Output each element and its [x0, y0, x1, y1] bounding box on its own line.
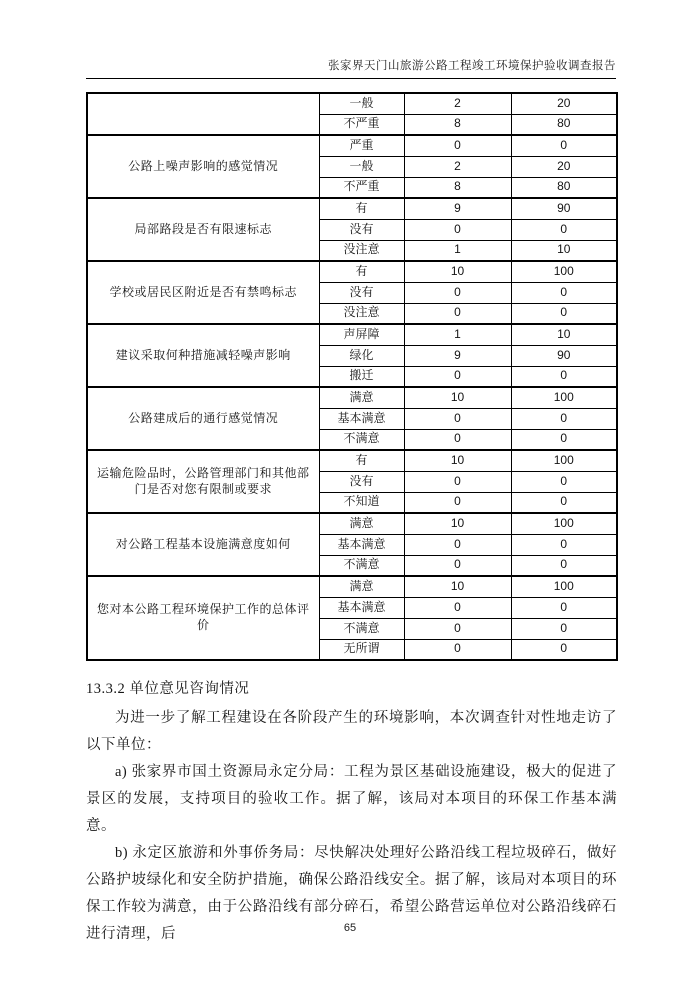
percent-cell: 100	[511, 513, 617, 534]
page-number: 65	[343, 922, 357, 934]
count-cell: 0	[404, 555, 511, 576]
count-cell: 0	[404, 471, 511, 492]
percent-cell: 20	[511, 156, 617, 177]
count-cell: 0	[404, 366, 511, 387]
option-cell: 满意	[319, 513, 404, 534]
count-cell: 0	[404, 618, 511, 639]
percent-cell: 0	[511, 366, 617, 387]
option-cell: 基本满意	[319, 408, 404, 429]
option-cell: 没有	[319, 219, 404, 240]
percent-cell: 10	[511, 324, 617, 345]
table-row	[87, 198, 617, 219]
count-cell: 0	[404, 429, 511, 450]
option-cell: 无所谓	[319, 639, 404, 660]
question-cell: 建议采取何种措施减轻噪声影响	[87, 324, 319, 387]
option-cell: 一般	[319, 93, 404, 114]
table-row	[87, 93, 617, 114]
count-cell: 10	[404, 450, 511, 471]
option-cell: 满意	[319, 576, 404, 597]
percent-cell: 0	[511, 639, 617, 660]
option-cell: 没有	[319, 471, 404, 492]
option-cell: 绿化	[319, 345, 404, 366]
option-cell: 有	[319, 261, 404, 282]
percent-cell: 90	[511, 198, 617, 219]
question-cell: 局部路段是否有限速标志	[87, 198, 319, 261]
question-cell: 您对本公路工程环境保护工作的总体评价	[87, 576, 319, 660]
count-cell: 10	[404, 387, 511, 408]
option-cell: 满意	[319, 387, 404, 408]
count-cell: 8	[404, 177, 511, 198]
question-cell: 公路上噪声影响的感觉情况	[87, 135, 319, 198]
percent-cell: 0	[511, 408, 617, 429]
percent-cell: 0	[511, 282, 617, 303]
percent-cell: 0	[511, 303, 617, 324]
percent-cell: 10	[511, 240, 617, 261]
count-cell: 1	[404, 324, 511, 345]
table-row	[87, 387, 617, 408]
section-content	[86, 678, 617, 948]
table-row	[87, 576, 617, 597]
percent-cell: 20	[511, 93, 617, 114]
count-cell: 1	[404, 240, 511, 261]
table-row	[87, 450, 617, 471]
question-cell: 对公路工程基本设施满意度如何	[87, 513, 319, 576]
count-cell: 0	[404, 282, 511, 303]
paragraph-item-a: a) 张家界市国土资源局永定分局：工程为景区基础设施建设，极大的促进了景区的发展，支持项目的验收工作。据了解，该局对本项目的环保工作基本满意。	[86, 764, 617, 834]
option-cell: 没注意	[319, 240, 404, 261]
option-cell: 有	[319, 450, 404, 471]
percent-cell: 90	[511, 345, 617, 366]
option-cell: 不知道	[319, 492, 404, 513]
table-row	[87, 135, 617, 156]
option-cell: 基本满意	[319, 534, 404, 555]
percent-cell: 0	[511, 471, 617, 492]
count-cell: 0	[404, 597, 511, 618]
option-cell: 不严重	[319, 114, 404, 135]
option-cell: 没注意	[319, 303, 404, 324]
section-heading: 13.3.2 单位意见咨询情况	[86, 681, 250, 697]
percent-cell: 100	[511, 450, 617, 471]
running-header-title: 张家界天门山旅游公路工程竣工环境保护验收调查报告	[328, 60, 616, 72]
option-cell: 声屏障	[319, 324, 404, 345]
percent-cell: 0	[511, 534, 617, 555]
survey-results-table	[86, 92, 618, 661]
option-cell: 不满意	[319, 555, 404, 576]
header-rule	[86, 78, 616, 79]
count-cell: 10	[404, 261, 511, 282]
percent-cell: 0	[511, 492, 617, 513]
option-cell: 没有	[319, 282, 404, 303]
option-cell: 不满意	[319, 618, 404, 639]
count-cell: 2	[404, 93, 511, 114]
option-cell: 搬迁	[319, 366, 404, 387]
count-cell: 0	[404, 639, 511, 660]
count-cell: 9	[404, 198, 511, 219]
percent-cell: 100	[511, 261, 617, 282]
count-cell: 0	[404, 303, 511, 324]
percent-cell: 100	[511, 387, 617, 408]
percent-cell: 80	[511, 177, 617, 198]
table-row	[87, 513, 617, 534]
option-cell: 不满意	[319, 429, 404, 450]
paragraph-item-b: b) 永定区旅游和外事侨务局：尽快解决处理好公路沿线工程垃圾碎石，做好公路护坡绿化和安全防护措施，确保公路沿线安全。据了解，该局对本项目的环保工作较为满意，由于公路沿线有部分碎石，希望公路营运单位对公路沿线碎石进行清理，后	[86, 845, 617, 942]
count-cell: 0	[404, 492, 511, 513]
question-cell: 运输危险品时，公路管理部门和其他部门是否对您有限制或要求	[87, 450, 319, 513]
option-cell: 一般	[319, 156, 404, 177]
percent-cell: 0	[511, 555, 617, 576]
count-cell: 10	[404, 513, 511, 534]
option-cell: 不严重	[319, 177, 404, 198]
count-cell: 0	[404, 219, 511, 240]
question-cell: 公路建成后的通行感觉情况	[87, 387, 319, 450]
count-cell: 0	[404, 534, 511, 555]
paragraph-intro: 为进一步了解工程建设在各阶段产生的环境影响，本次调查针对性地走访了以下单位：	[86, 710, 617, 753]
question-cell: 学校或居民区附近是否有禁鸣标志	[87, 261, 319, 324]
percent-cell: 0	[511, 597, 617, 618]
percent-cell: 0	[511, 618, 617, 639]
percent-cell: 0	[511, 135, 617, 156]
survey-table-body	[87, 93, 617, 660]
percent-cell: 0	[511, 219, 617, 240]
count-cell: 0	[404, 408, 511, 429]
option-cell: 有	[319, 198, 404, 219]
count-cell: 2	[404, 156, 511, 177]
question-cell	[87, 93, 319, 135]
count-cell: 9	[404, 345, 511, 366]
percent-cell: 0	[511, 429, 617, 450]
count-cell: 8	[404, 114, 511, 135]
option-cell: 严重	[319, 135, 404, 156]
percent-cell: 100	[511, 576, 617, 597]
table-row	[87, 261, 617, 282]
table-row	[87, 324, 617, 345]
count-cell: 0	[404, 135, 511, 156]
option-cell: 基本满意	[319, 597, 404, 618]
count-cell: 10	[404, 576, 511, 597]
percent-cell: 80	[511, 114, 617, 135]
